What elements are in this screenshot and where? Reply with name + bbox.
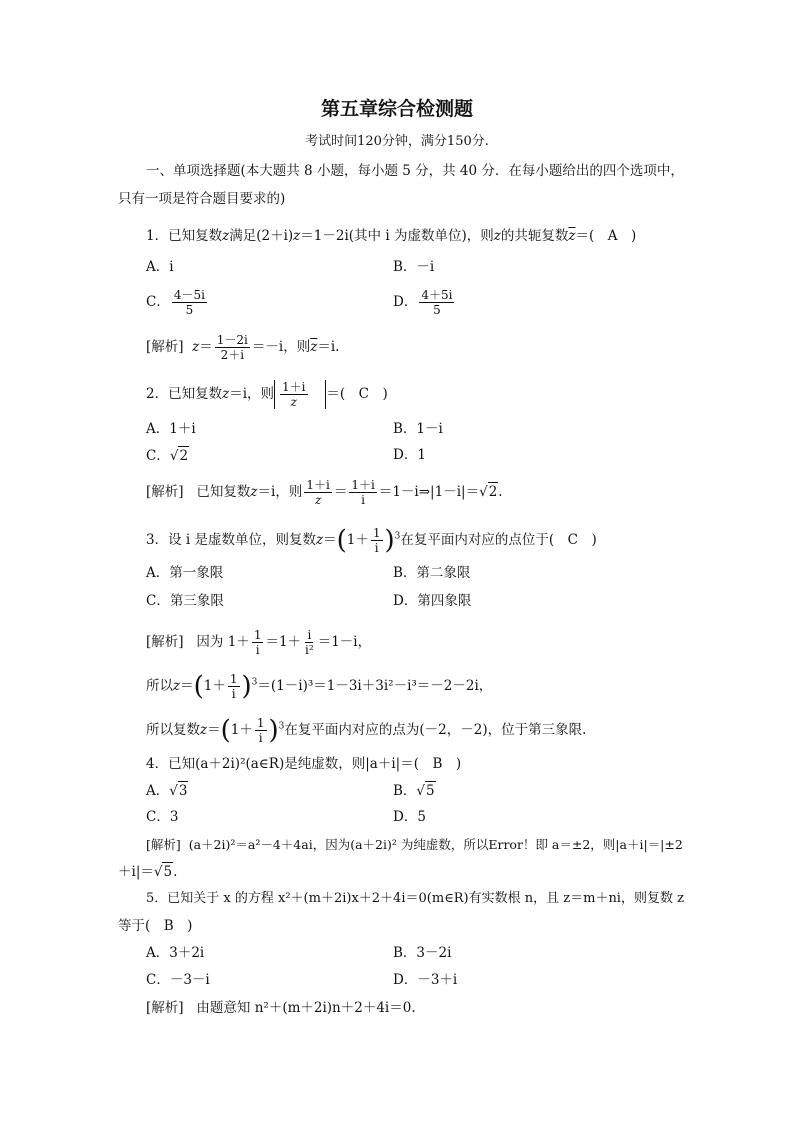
q1-option-b: B．－i — [393, 259, 435, 275]
q1-option-a: A．i — [146, 259, 174, 275]
q4-solution-line2: ＋i|＝√ 5 . — [118, 864, 178, 880]
q3-option-a: A．第一象限 — [146, 565, 224, 581]
q2-option-d: D．1 — [393, 447, 426, 463]
q3-option-d: D．第四象限 — [393, 593, 472, 609]
q5-option-d: D．－3＋i — [393, 972, 458, 988]
q3-solution-line1: [解析] 因为 1＋ $\frac{1}{i}$ ＝1＋ $\frac{i}{\text{i²}}$ ＝1－i， — [146, 628, 372, 657]
q1-stem: 1．已知复数z满足(2＋i)z＝1－2i(其中 i 为虚数单位)，则z的共轭复数$\overline{z}=$( A ) — [146, 228, 637, 244]
q2-option-b: B．1－i — [393, 421, 443, 437]
q4-option-d: D．5 — [393, 809, 426, 825]
q1-option-d: D． $\frac{4+5i}{5}$ — [393, 288, 453, 317]
q4-stem: 4．已知(a＋2i)²(a∈R)是纯虚数，则|a＋i|＝( B ) — [146, 756, 462, 772]
q5-solution: [解析] 由题意知 n²＋(m＋2i)n＋2＋4i＝0. — [146, 1000, 416, 1016]
q2-option-a: A．1＋i — [146, 421, 196, 437]
q4-option-b: B．√ 5 — [393, 783, 435, 799]
q1-option-c: C． $\frac{4-5i}{5}$ — [146, 288, 205, 317]
q3-solution-line2: 所以z＝(1＋ $\frac{1}{i}$ )$^3$＝(1－i)³＝1－3i＋3i²－i³＝－2－2i， — [146, 671, 493, 702]
page-title: 第五章综合检测题 — [320, 98, 473, 120]
q5-option-a: A．3＋2i — [146, 945, 205, 961]
q1-solution: [解析] z＝ $\frac{1-2i}{2+i}$ ＝－i，则$\overline{z}=i$. — [146, 333, 340, 362]
q4-option-a: A．√ 3 — [146, 783, 188, 799]
exam-info: 考试时间120分钟，满分150分. — [305, 134, 489, 149]
q4-option-c: C．3 — [146, 809, 179, 825]
q5-option-b: B．3－2i — [393, 945, 452, 961]
q2-stem: 2．已知复数z＝i，则 $\frac{1+i}{z}$ ＝( C ) — [146, 380, 388, 409]
q3-option-b: B．第二象限 — [393, 565, 471, 581]
q5-stem-line2: 等于( B ) — [118, 918, 193, 934]
q3-option-c: C．第三象限 — [146, 593, 224, 609]
q5-option-c: C．－3－i — [146, 972, 210, 988]
q2-solution: [解析] 已知复数z＝i，则 $\frac{1+i}{z}$ ＝ $\frac{1+i}{i}$ ＝1－i⇒|1－i|＝√ 2 . — [146, 478, 503, 507]
q2-option-c: C．√ 2 — [146, 448, 189, 464]
section-heading-line2: 只有一项是符合题目要求的) — [118, 191, 286, 207]
section-heading-line1: 一、单项选择题(本大题共 8 小题，每小题 5 分，共 40 分．在每小题给出的四个选项中， — [146, 163, 684, 179]
q5-stem-line1: 5．已知关于 x 的方程 x²＋(m＋2i)x＋2＋4i＝0(m∈R)有实数根 n，且 z＝m＋ni，则复数 z — [146, 891, 684, 906]
q3-stem: 3．设 i 是虚数单位，则复数z＝(1＋ $\frac{1}{i}$ )$^3$在复平面内对应的点位于( C ) — [146, 525, 597, 556]
q3-solution-line3: 所以复数z＝(1＋ $\frac{1}{i}$ )$^3$在复平面内对应的点为(－2，－2)，位于第三象限. — [146, 715, 587, 746]
q4-solution-line1: [解析] (a＋2i)²＝a²－4＋4ai，因为(a＋2i)² 为纯虚数，所以Error！即 a＝±2，则|a＋i|＝|±2 — [146, 837, 683, 852]
